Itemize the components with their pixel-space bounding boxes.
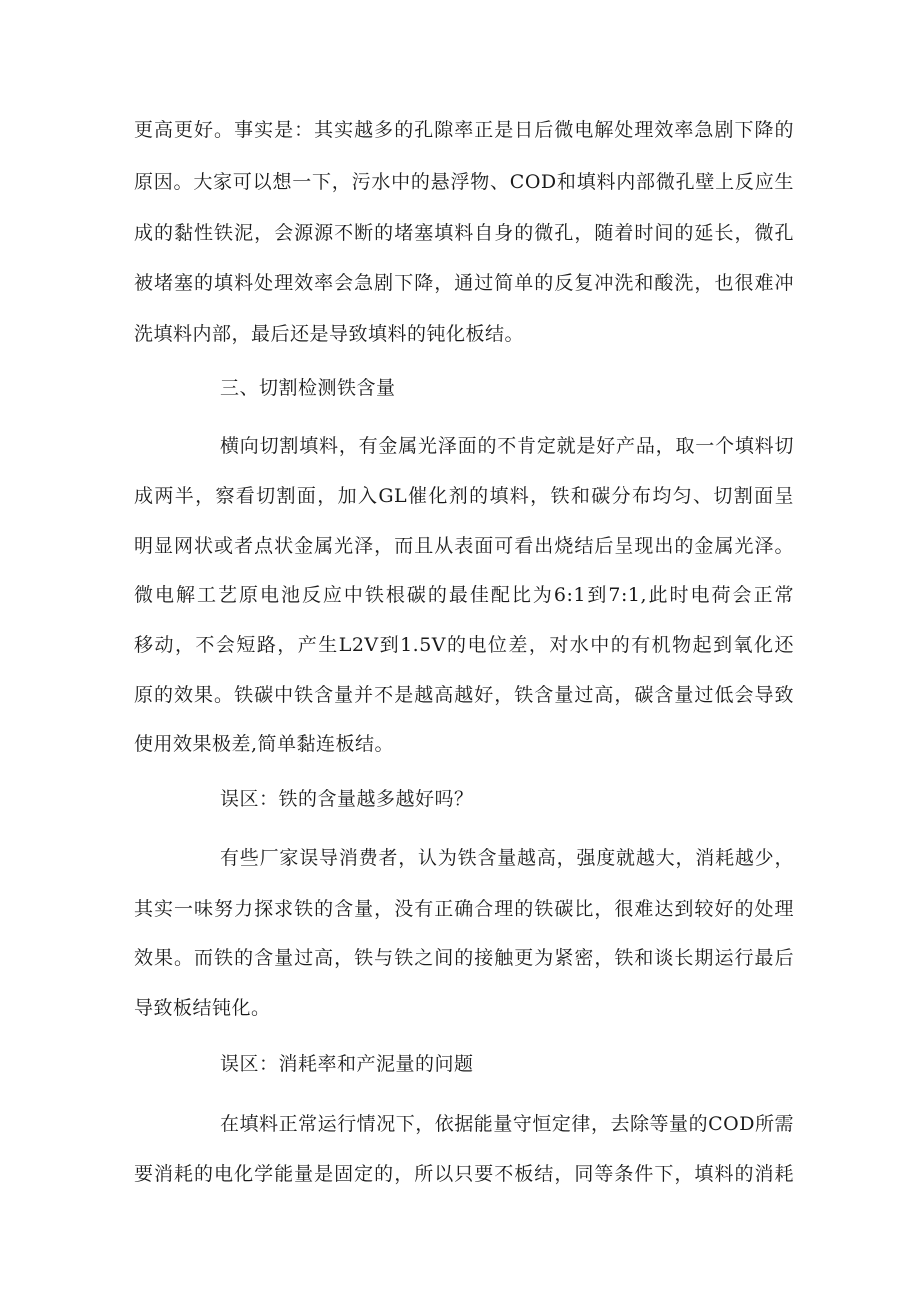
section-heading: 三、切割检测铁含量: [220, 377, 396, 399]
misconception-heading: 误区：铁的含量越多越好吗？: [220, 788, 474, 810]
text-line: 导致板结钝化。: [134, 997, 271, 1019]
text-line: 横向切割填料，有金属光泽面的不肯定就是好产品，取一个填料切: [220, 435, 794, 457]
text-line: 在填料正常运行情况下，依据能量守恒定律，去除等量的COD所需: [220, 1113, 794, 1135]
misconception-heading: 误区：消耗率和产泥量的问题: [220, 1053, 474, 1075]
text-line: 效果。而铁的含量过高，铁与铁之间的接触更为紧密，铁和谈长期运行最后: [134, 947, 794, 969]
text-line: 明显网状或者点状金属光泽，而且从表面可看出烧结后呈现出的金属光泽。: [134, 535, 794, 557]
text-line: 被堵塞的填料处理效率会急剧下降，通过简单的反复冲洗和酸洗，也很难冲: [134, 272, 794, 294]
text-line: 原的效果。铁碳中铁含量并不是越高越好，铁含量过高，碳含量过低会导致: [134, 684, 794, 706]
text-line: 有些厂家误导消费者，认为铁含量越高，强度就越大，消耗越少，: [220, 847, 794, 869]
text-line: 洗填料内部，最后还是导致填料的钝化板结。: [134, 323, 525, 345]
text-line: 微电解工艺原电池反应中铁根碳的最佳配比为6:1到7:1,此时电荷会正常: [134, 584, 794, 606]
text-line: 要消耗的电化学能量是固定的，所以只要不板结，同等条件下，填料的消耗: [134, 1163, 794, 1185]
text-line: 其实一味努力探求铁的含量，没有正确合理的铁碳比，很难达到较好的处理: [134, 898, 794, 920]
text-line: 更高更好。事实是：其实越多的孔隙率正是日后微电解处理效率急剧下降的: [134, 119, 794, 141]
text-line: 成两半，察看切割面，加入GL催化剂的填料，铁和碳分布均匀、切割面呈: [134, 485, 794, 507]
text-line: 使用效果极差,简单黏连板结。: [134, 733, 395, 755]
text-line: 移动，不会短路，产生L2V到1.5V的电位差，对水中的有机物起到氧化还: [134, 634, 794, 656]
text-line: 成的黏性铁泥，会源源不断的堵塞填料自身的微孔，随着时间的延长，微孔: [134, 222, 794, 244]
text-line: 原因。大家可以想一下，污水中的悬浮物、COD和填料内部微孔壁上反应生: [134, 171, 794, 193]
